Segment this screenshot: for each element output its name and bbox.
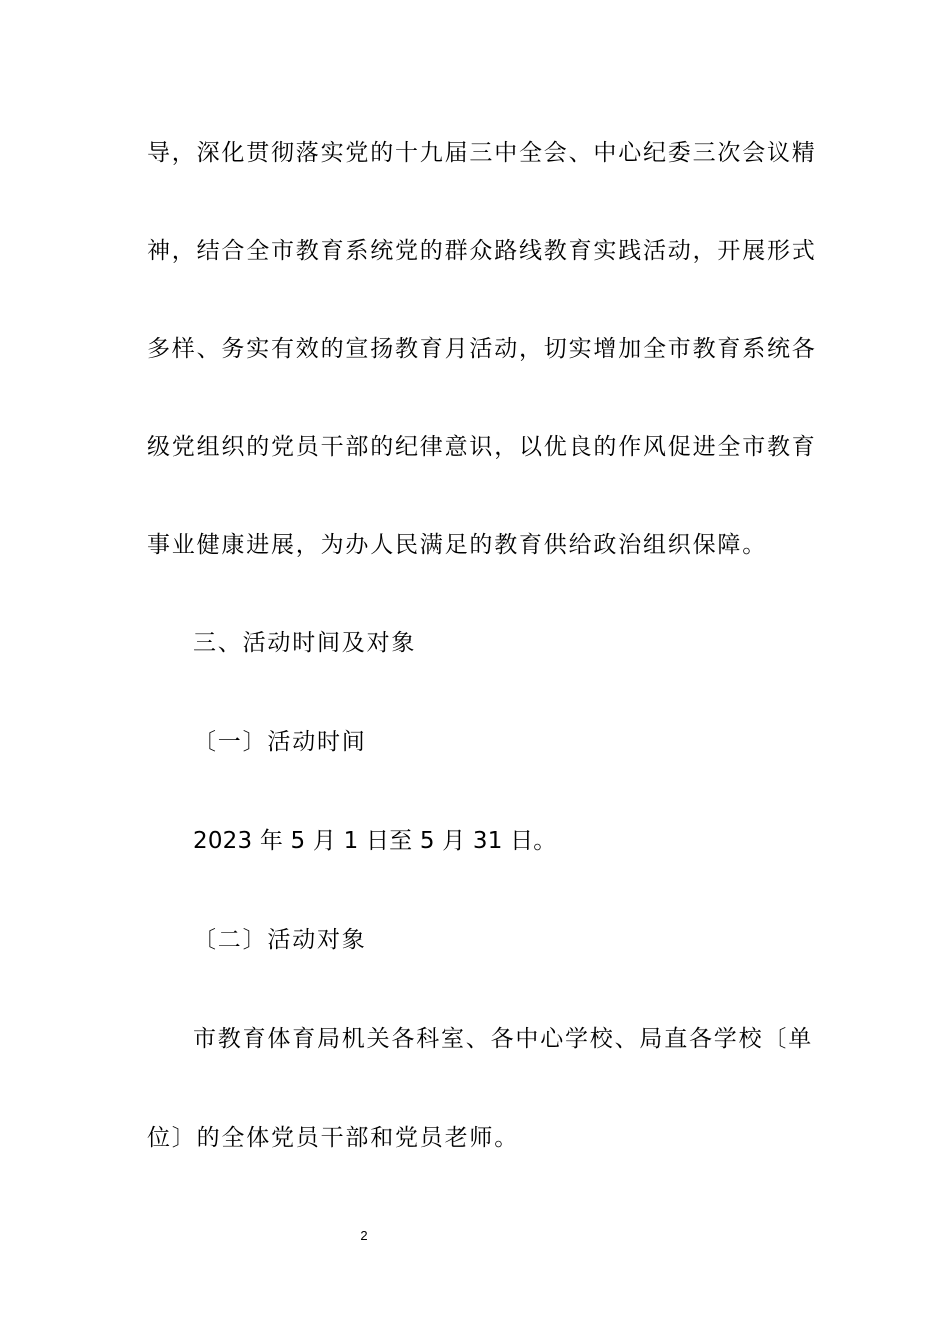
paragraph-line-5: 事业健康进展，为办人民满足的教育供给政治组织保障。 <box>147 532 767 558</box>
activity-target-line-2: 位〕的全体党员干部和党员老师。 <box>147 1125 519 1151</box>
page-number: 2 <box>360 1228 368 1243</box>
activity-time-text: 2023 年 5 月 1 日至 5 月 31 日。 <box>193 828 557 854</box>
paragraph-line-3: 多样、务实有效的宣扬教育月活动，切实增加全市教育系统各 <box>147 336 817 362</box>
section-heading-3: 三、活动时间及对象 <box>193 630 417 656</box>
activity-target-line-1: 市教育体育局机关各科室、各中心学校、局直各学校〔单 <box>193 1026 813 1052</box>
paragraph-line-4: 级党组织的党员干部的纪律意识，以优良的作风促进全市教育 <box>147 434 817 460</box>
paragraph-line-2: 神，结合全市教育系统党的群众路线教育实践活动，开展形式 <box>147 238 817 264</box>
subsection-heading-2: 〔二〕活动对象 <box>193 927 367 953</box>
paragraph-line-1: 导，深化贯彻落实党的十九届三中全会、中心纪委三次会议精 <box>147 140 817 166</box>
subsection-heading-1: 〔一〕活动时间 <box>193 729 367 755</box>
